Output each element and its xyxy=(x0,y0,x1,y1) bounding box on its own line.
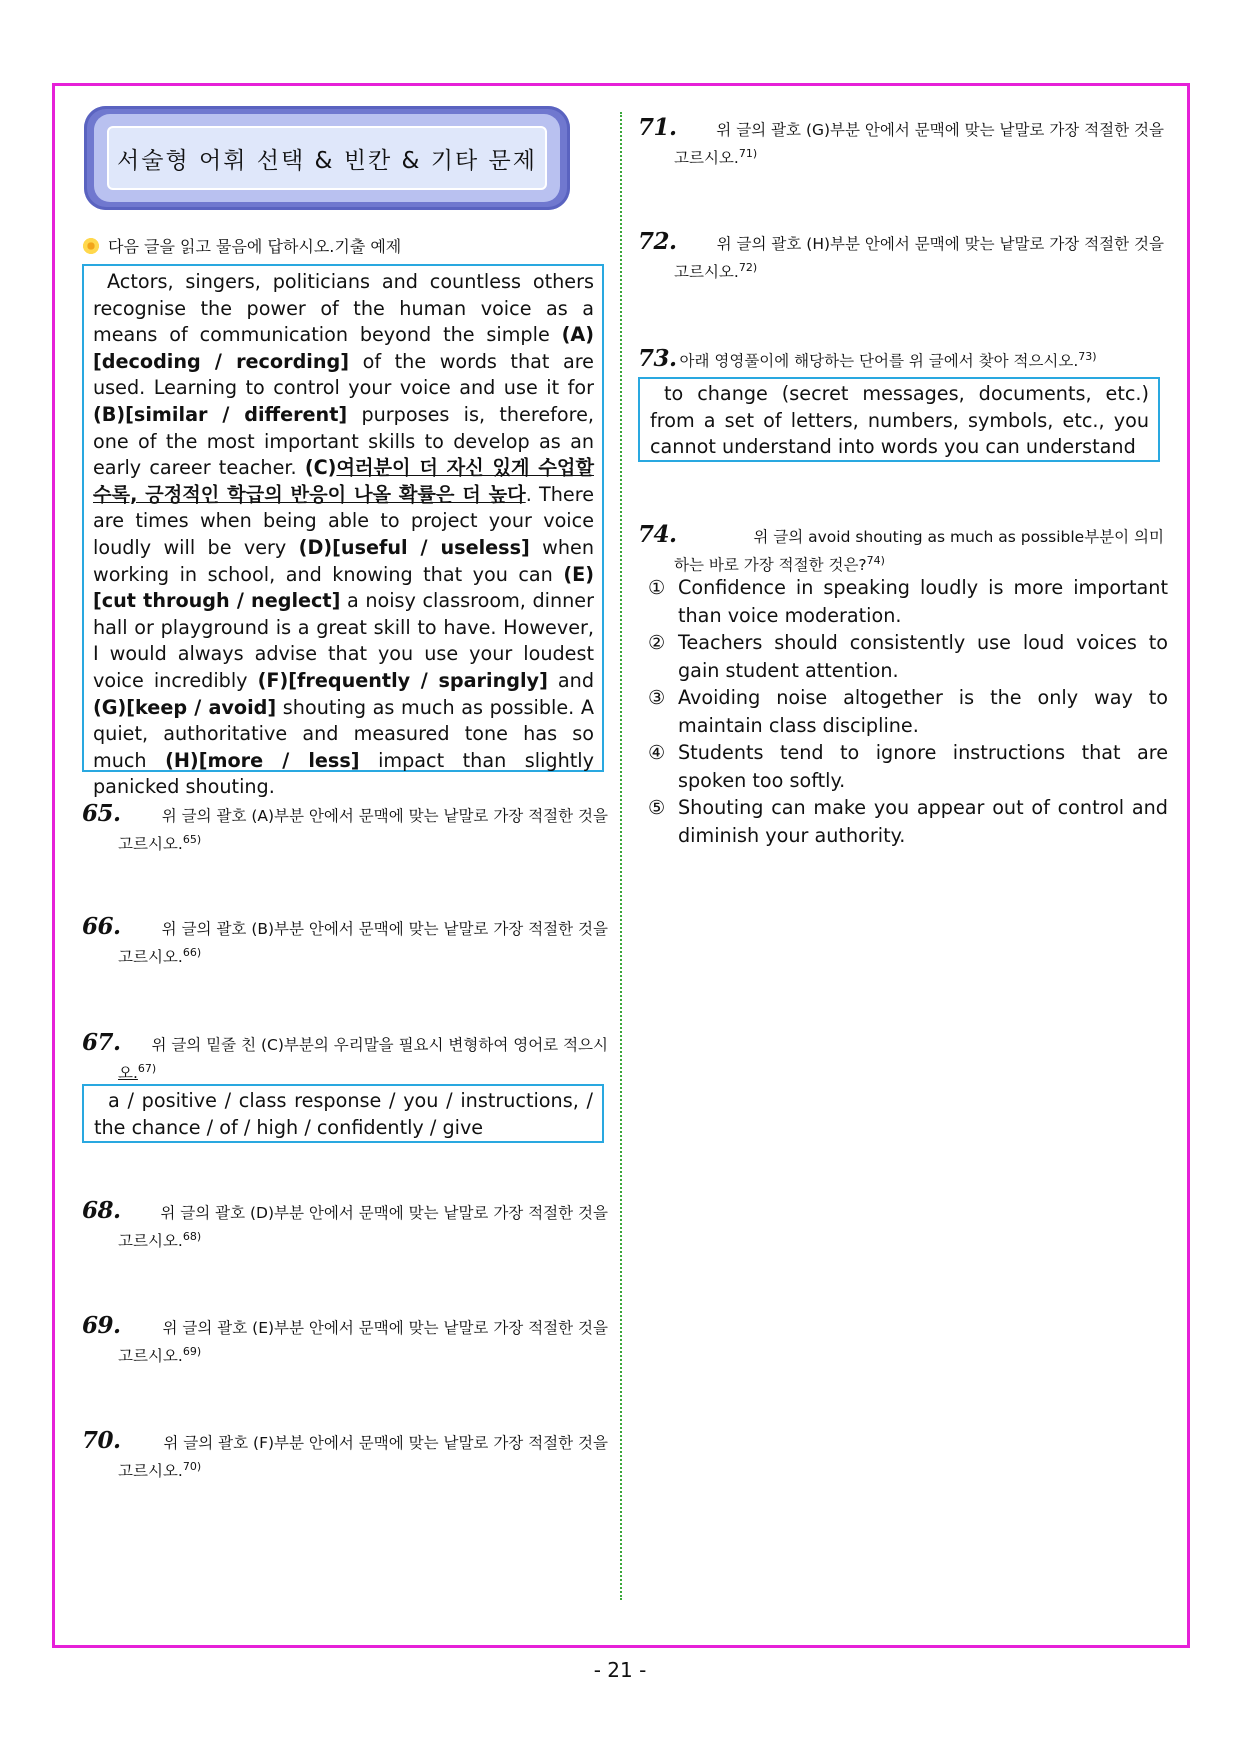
instruction xyxy=(82,234,401,257)
underline-c-label: (C) xyxy=(304,456,337,480)
instruction-text: 다음 글을 읽고 물음에 답하시오.기출 예제 xyxy=(108,237,402,256)
option-3[interactable]: ③ Avoiding noise altogether is the only way to maintain class discipline. xyxy=(648,686,1168,737)
passage-box: Actors, singers, politicians and countless others recognise the power of the human voice as a means of communication beyond the simple (A)[decoding / recording] of the words that are used. Learning to control your voice and use it for (B)[similar / different] purposes is, therefore, one of the most important skills to develop as an early career teacher. (C)여러분이 더 자신 있게 수업할수록, 긍정적인 학급의 반응이 나올 확률은 더 높다. There are times when being able to project your voice loudly will be very (D)[useful / useless] when working in school, and knowing that you can (E)[cut through / neglect] a noisy classroom, dinner hall or playground is a great skill to have. However, I would always advise that you use your loudest voice incredibly (F)[frequently / sparingly] and (G)[keep / avoid] shouting as much as possible. A quiet, authoritative and measured tone has so much (H)[more / less] impact than slightly panicked shouting. xyxy=(82,264,604,772)
section-title: 서술형 어휘 선택 & 빈칸 & 기타 문제 xyxy=(107,126,547,190)
option-4[interactable]: ④ Students tend to ignore instructions that are spoken too softly. xyxy=(648,741,1168,792)
option-5[interactable]: ⑤ Shouting can make you appear out of control and diminish your authority. xyxy=(648,796,1168,847)
column-divider xyxy=(620,112,622,1600)
blank-h: (H)[more / less] xyxy=(165,748,360,772)
blank-g: (G)[keep / avoid] xyxy=(93,695,277,719)
question-65: 65. 위 글의 괄호 (A)부분 안에서 문맥에 맞는 낱말로 가장 적절한 것을 고르시오.$^{65)}$ xyxy=(82,800,608,854)
page-number: - 21 - xyxy=(593,1658,647,1682)
question-74: 74. 위 글의 avoid shouting as much as possible부분이 의미 하는 바로 가장 적절한 것은?$^{74)}$ xyxy=(638,521,1164,575)
question-71: 71. 위 글의 괄호 (G)부분 안에서 문맥에 맞는 낱말로 가장 적절한 것을 고르시오.$^{71)}$ xyxy=(638,114,1164,168)
definition-box: to change (secret messages, documents, etc.) from a set of letters, numbers, symbols, etc., you cannot understand into words you can understand xyxy=(638,377,1160,462)
question-70: 70. 위 글의 괄호 (F)부분 안에서 문맥에 맞는 낱말로 가장 적절한 것을 고르시오.$^{70)}$ xyxy=(82,1427,608,1481)
option-2[interactable]: ② Teachers should consistently use loud voices to gain student attention. xyxy=(648,631,1168,682)
blank-a: (A)[decoding / recording] xyxy=(93,323,594,373)
blank-d: (D)[useful / useless] xyxy=(298,535,530,559)
blank-b: (B)[similar / different] xyxy=(93,402,348,426)
underline-c: 여러분이 더 자신 있게 수업할수록, 긍정적인 학급의 반응이 나올 확률은 더 높다 xyxy=(93,456,594,506)
question-66: 66. 위 글의 괄호 (B)부분 안에서 문맥에 맞는 낱말로 가장 적절한 것을 고르시오.$^{66)}$ xyxy=(82,913,608,967)
question-68: 68. 위 글의 괄호 (D)부분 안에서 문맥에 맞는 낱말로 가장 적절한 것을 고르시오.$^{68)}$ xyxy=(82,1197,608,1251)
word-bank-box: a / positive / class response / you / instructions, / the chance / of / high / confidently / give xyxy=(82,1084,604,1143)
question-72: 72. 위 글의 괄호 (H)부분 안에서 문맥에 맞는 낱말로 가장 적절한 것을 고르시오.$^{72)}$ xyxy=(638,228,1164,282)
question-67: 67. 위 글의 밑줄 친 (C)부분의 우리말을 필요시 변형하여 영어로 적으시 오.$^{67)}$ xyxy=(82,1029,608,1083)
blank-f: (F)[frequently / sparingly] xyxy=(257,668,548,692)
question-73: 73. 아래 영영풀이에 해당하는 단어를 위 글에서 찾아 적으시오.$^{73)}$ xyxy=(638,345,1097,373)
question-69: 69. 위 글의 괄호 (E)부분 안에서 문맥에 맞는 낱말로 가장 적절한 것을 고르시오.$^{69)}$ xyxy=(82,1312,608,1366)
title-banner xyxy=(84,106,570,210)
blank-e: (E)[cut through / neglect] xyxy=(93,562,594,613)
option-1[interactable]: ① Confidence in speaking loudly is more important than voice moderation. xyxy=(648,576,1168,627)
flower-icon xyxy=(82,237,100,255)
answer-options xyxy=(648,574,1168,849)
